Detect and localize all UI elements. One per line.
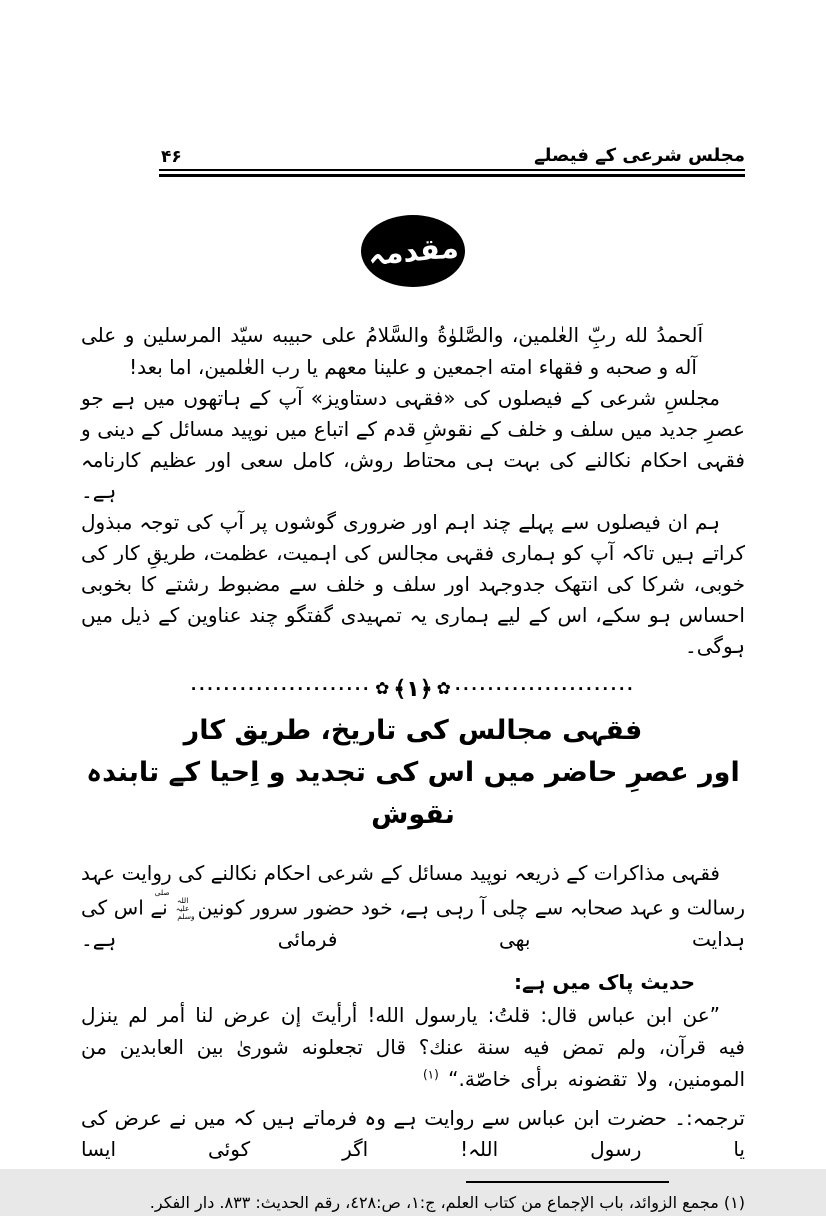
page-content	[81, 145, 745, 1216]
divider-dots-right: ......................	[454, 676, 636, 694]
section-paragraph-1	[81, 858, 745, 955]
page-header	[159, 145, 745, 177]
header-row	[159, 145, 745, 171]
running-title: مجلس شرعی کے فیصلے	[534, 145, 745, 166]
section-divider	[81, 676, 745, 702]
rosette-icon: ✿	[375, 679, 390, 699]
translation-paragraph: ترجمہ:۔ حضرت ابن عباس سے روایت ہے وہ فرماتے ہیں کہ میں نے عرض کی یا رسول اللہ! اگر کوئی ایسا	[81, 1106, 745, 1162]
rosette-icon: ✿	[436, 679, 451, 699]
hadith-intro-line: حدیث پاک میں ہے:	[513, 970, 695, 995]
section-number-ornament: ﴿۱﴾	[393, 676, 433, 702]
hadith-text	[81, 999, 745, 1095]
divider-dots-left: ......................	[190, 676, 372, 694]
footnote-rule	[466, 1181, 669, 1183]
salawat-mark: صلی اللہ علیہ وسلم	[154, 888, 195, 922]
intro-paragraph-1: مجلسِ شرعی کے فیصلوں کی «فقہی دستاویز» آپ کے ہاتھوں میں ہے جو عصرِ جدید میں سلف و خلف کے نقوشِ قدم کے اتباع میں نوپید مسائل کے دینی و فقہی احکام نکالنے کی بہت ہی محتاط روش، کامل سعی اور عظیم کارنامہ ہے۔	[81, 386, 745, 503]
page-number: ۴۶	[161, 147, 182, 167]
section-paragraph-1-start: فقہی مذاکرات کے ذریعہ نوپید مسائل کے شرعی احکام نکالنے کی روایت عہد رسالت و عہد صحابہ سے چلی آ رہی ہے، خود حضور سرور کونین	[81, 861, 745, 921]
intro-paragraph-2: ہم ان فیصلوں سے پہلے چند اہم اور ضروری گوشوں پر آپ کی توجہ مبذول کراتے ہیں تاکہ آپ کو ہماری فقہی مجالس کی اہمیت، عظمت، طریقِ کار کی خوبی، شرکا کی انتھک جدوجہد اور سلف و خلف سے مضبوط رشتے کا بخوبی احساس ہو سکے، اس کے لیے ہماری یہ تمہیدی گفتگو چند عناوین کے ذیل میں ہوگی۔	[81, 510, 745, 658]
chapter-badge-oval	[361, 215, 465, 287]
chapter-badge-wrap	[81, 215, 745, 287]
header-rule	[159, 174, 745, 177]
section-heading-line2: اور عصرِ حاضر میں اس کی تجدید و اِحیا کے تابندہ نقوش	[86, 757, 740, 830]
section-heading	[81, 710, 745, 836]
section-paragraph-1-end: نے اس کی ہدایت بھی فرمائی ہے۔	[81, 896, 745, 952]
footnote-marker: (۱)	[422, 1067, 439, 1082]
arabic-opening-paragraph: اَلحمدُ لله ربِّ العٰلمين، والصَّلوٰةُ والسَّلامُ علی حبيبه سيّد المرسلين و علی آله و صحبه و فقهاء امته اجمعين و علينا معهم يا رب العٰلمين، اما بعد!	[81, 323, 703, 379]
section-heading-line1: فقہی مجالس کی تاریخ، طریق کار	[183, 715, 643, 746]
hadith-arabic: ”عن ابن عباس قال: قلتُ: يارسول الله! أرأيتَ إن عرض لنا أمر لم ينزل فيه قرآن، ولم تمض فيه سنة عنك؟ قال تجعلونه شورىٰ بين العابدين من المومنين، ولا تقضونه برأى خاصّة.“	[81, 1003, 745, 1092]
chapter-badge-label: مقدمہ	[366, 230, 460, 272]
footnote-text: (۱) مجمع الزوائد، باب الإجماع من كتاب العلم، ج:۱، ص:٤٢٨، رقم الحديث: ۸۳۳. دار الفكر.	[149, 1193, 745, 1213]
